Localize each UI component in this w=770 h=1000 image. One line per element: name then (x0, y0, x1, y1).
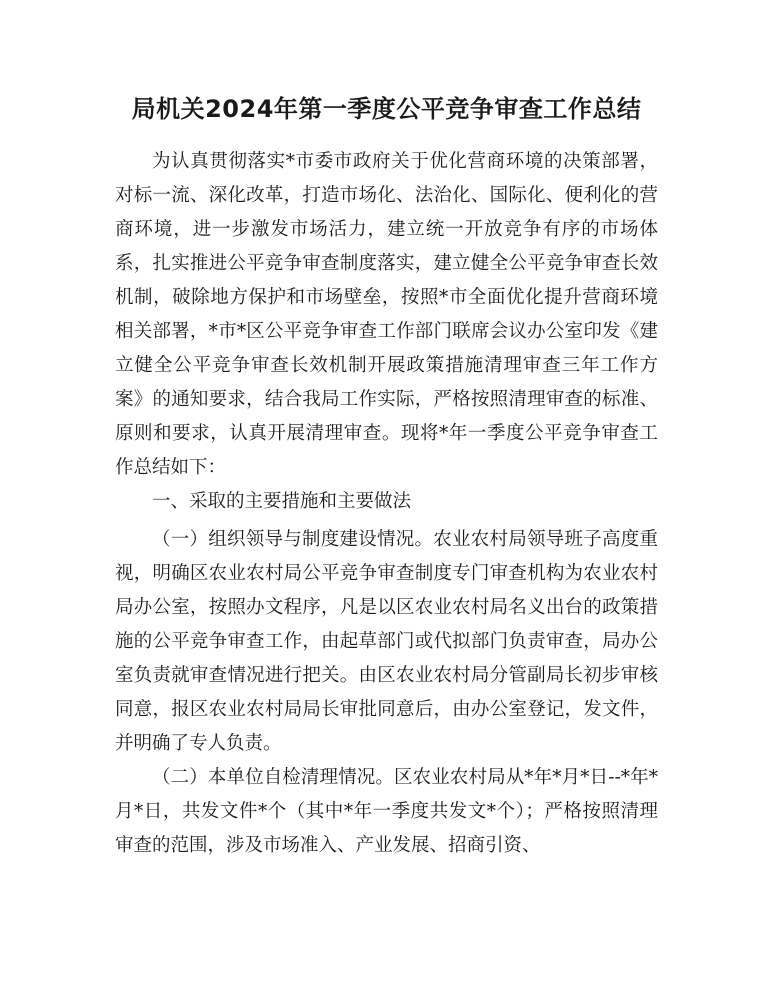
self-check-paragraph: （二）本单位自检清理情况。区农业农村局从*年*月*日--*年*月*日，共发文件*个（其中*年一季度共发文*个）；严格按照清理审查的范围，涉及市场准入、产业发展、招商引资、 (115, 767, 658, 856)
document-title: 局机关2024年第一季度公平竞争审查工作总结 (131, 95, 642, 123)
intro-paragraph: 为认真贯彻落实*市委市政府关于优化营商环境的决策部署，对标一流、深化改革，打造市场化、法治化、国际化、便利化的营商环境，进一步激发市场活力，建立统一开放竞争有序的市场体系，扎实推进公平竞争审查制度落实，建立健全公平竞争审查长效机制，破除地方保护和市场壁垒，按照*市全面优化提升营商环境相关部署，*市*区公平竞争审查工作部门联席会议办公室印发《建立健全公平竞争审查长效机制开展政策措施清理审查三年工作方案》的通知要求，结合我局工作实际，严格按照清理审查的标准、原则和要求，认真开展清理审查。现将*年一季度公平竞争审查工作总结如下： (115, 151, 658, 478)
section-heading: 一、采取的主要措施和主要做法 (152, 491, 412, 512)
organization-paragraph: （一）组织领导与制度建设情况。农业农村局领导班子高度重视，明确区农业农村局公平竞争审查制度专门审查机构为农业农村局办公室，按照办文程序，凡是以区农业农村局名义出台的政策措施的公平竞争审查工作，由起草部门或代拟部门负责审查，局办公室负责就审查情况进行把关。由区农业农村局分管副局长初步审核同意，报区农业农村局局长审批同意后，由办公室登记，发文件，并明确了专人负责。 (115, 529, 658, 754)
